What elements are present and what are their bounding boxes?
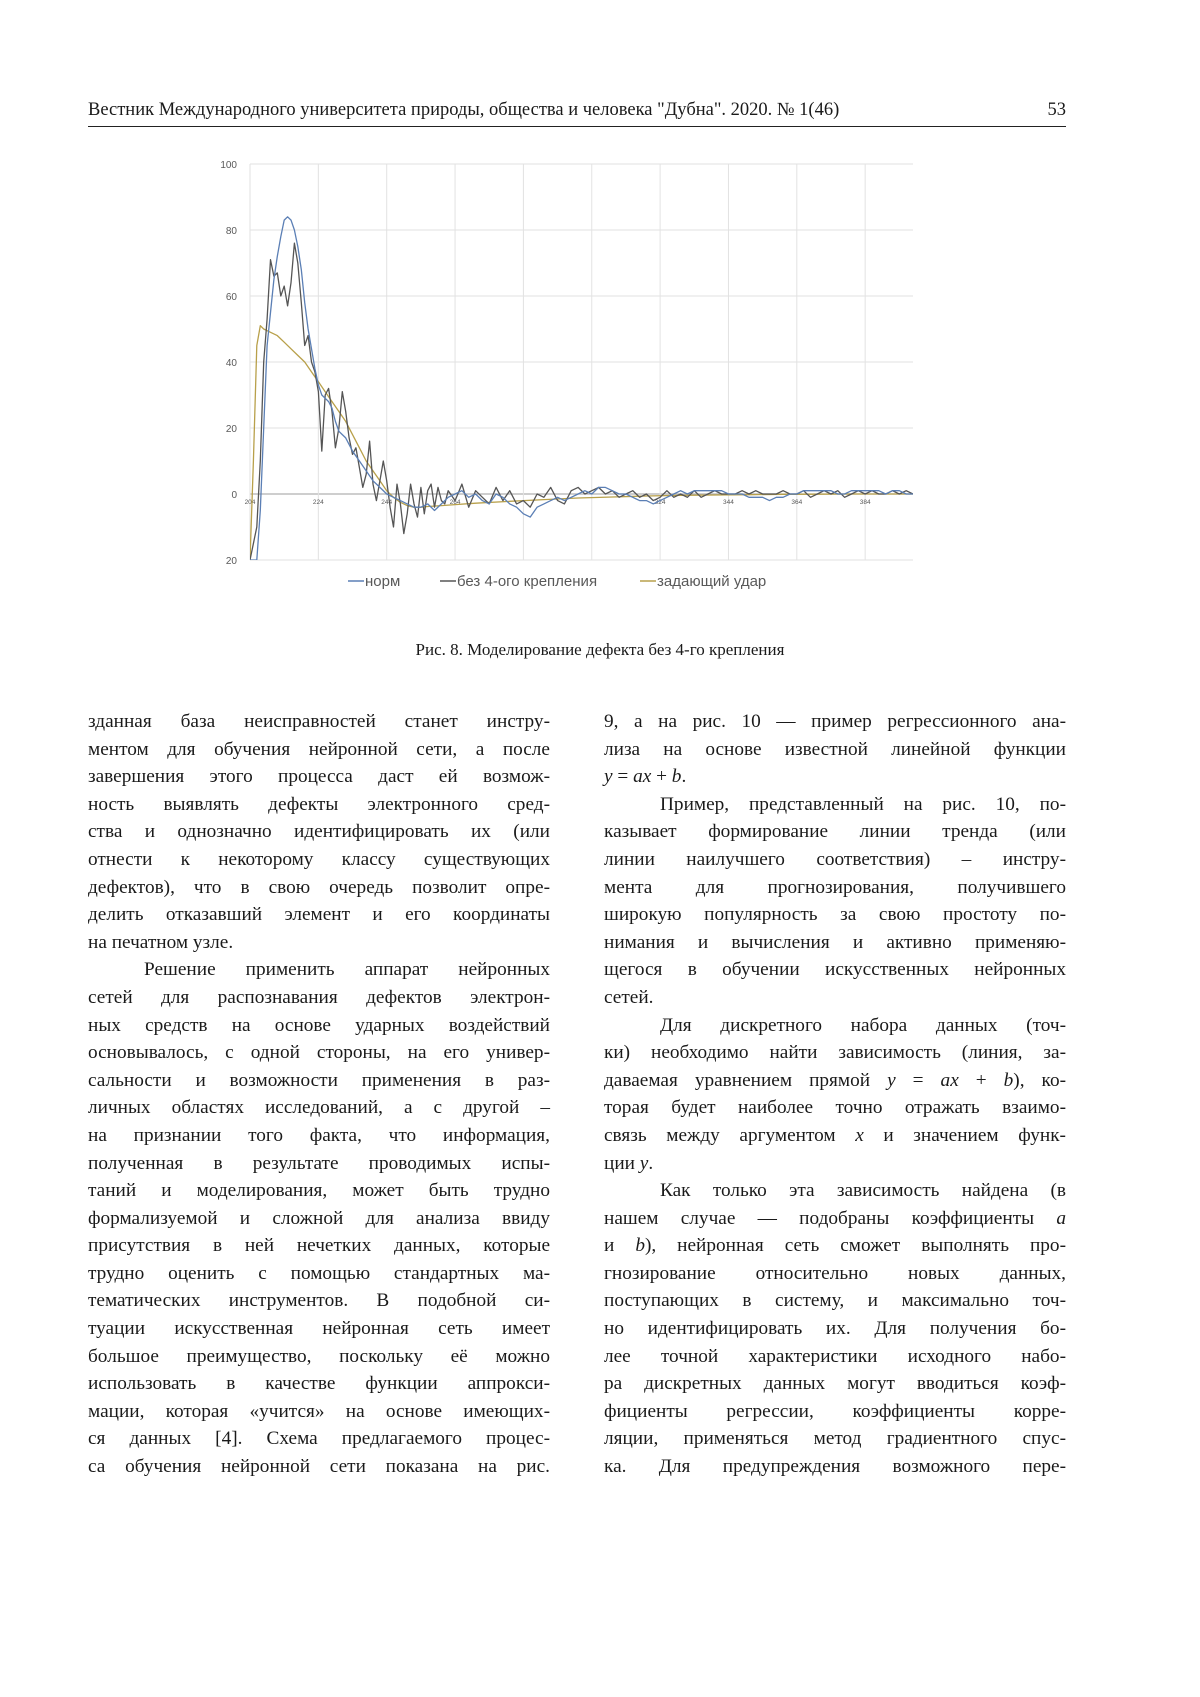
text-line: торая будет наиболее точно отражать взаимо- [604, 1097, 1066, 1119]
x-tick-label: 364 [791, 499, 803, 506]
text-line: гнозирование относительно новых данных, [604, 1262, 1066, 1284]
text-line: Пример, представленный на рис. 10, по- [660, 793, 1066, 815]
text-column-right [604, 708, 1066, 1481]
text-line: полученная в результате проводимых испы- [88, 1152, 550, 1174]
legend-item-no-4th-mount-label: без 4-ого крепления [457, 573, 598, 590]
y-axis-ticks [220, 160, 237, 567]
text-line: тематических инструментов. В подобной си- [88, 1290, 550, 1312]
chart-legend [348, 573, 766, 590]
text-line: основывалось, с одной стороны, на его универ- [88, 1042, 550, 1064]
text-line: мента для прогнозирования, получившего [604, 876, 1066, 898]
line-chart [220, 150, 940, 600]
text-line: дефектов), что в свою очередь позволит опре- [88, 876, 550, 898]
text-line: на печатном узле. [88, 931, 234, 953]
chart-grid [250, 164, 913, 560]
text-line: 9, а на рис. 10 — пример регрессионного ана- [604, 711, 1066, 732]
text-line: мации, которая «учится» на основе имеющих- [88, 1400, 550, 1422]
figure-caption: Рис. 8. Моделирование дефекта без 4-го крепления [415, 640, 785, 659]
figure-8 [220, 150, 940, 600]
x-tick-label: 264 [449, 499, 461, 506]
text-line: ность выявлять дефекты электронного сред- [88, 793, 550, 815]
journal-title: Вестник Международного университета природы, общества и человека "Дубна". 2020. № 1(46) [88, 100, 840, 120]
y-tick-label: 20 [225, 424, 237, 435]
text-line: Как только эта зависимость найдена (в [660, 1180, 1066, 1202]
text-line: ка. Для предупреждения возможного пере- [604, 1456, 1066, 1478]
text-line: ментом для обучения нейронной сети, а после [88, 738, 550, 760]
text-line: широкую популярность за свою простоту по- [604, 904, 1066, 926]
series-line-no-4th-mount [250, 243, 913, 560]
text-line: зданная база неисправностей станет инстру- [88, 711, 550, 732]
text-line: нашем случае — подобраны коэффициенты a [604, 1207, 1066, 1229]
text-line: но идентифицировать их. Для получения бо- [604, 1318, 1066, 1340]
x-tick-label: 324 [654, 499, 666, 506]
running-header [88, 98, 1066, 127]
text-line: делить отказавший элемент и его координаты [88, 904, 550, 926]
text-line: нимания и вычисления и активно применяю- [604, 931, 1066, 953]
x-tick-label: 244 [381, 499, 393, 506]
x-tick-label: 224 [312, 499, 324, 506]
text-line: Решение применить аппарат нейронных [144, 959, 550, 981]
text-line: отнести к некоторому классу существующих [88, 848, 550, 870]
text-line: y = ax + b. [604, 766, 687, 788]
text-line: трудно оценить с помощью стандартных ма- [88, 1262, 550, 1284]
x-tick-label: 344 [723, 499, 734, 506]
y-tick-label: 100 [220, 160, 237, 171]
legend-item-driving-impact-label: задающий удар [657, 573, 767, 590]
text-line: казывает формирование линии тренда (или [604, 821, 1066, 843]
y-tick-label: 20 [225, 556, 237, 567]
text-line: сетей для распознавания дефектов электрон- [88, 986, 550, 1008]
text-line: использовать в качестве функции аппрокси- [88, 1373, 550, 1395]
text-line: ся данных [4]. Схема предлагаемого процес- [88, 1428, 550, 1450]
legend-item-norm-label: норм [365, 573, 401, 590]
text-line: формализуемой и сложной для анализа ввиду [88, 1207, 550, 1229]
text-line: и b), нейронная сеть сможет выполнять про- [604, 1235, 1066, 1257]
page-number: 53 [1047, 100, 1066, 120]
text-line: связь между аргументом x и значением функ- [604, 1124, 1066, 1146]
text-line: фициенты регрессии, коэффициенты корре- [604, 1400, 1066, 1422]
text-line: поступающих в систему, и максимально точ- [604, 1290, 1066, 1312]
series-line-norm [250, 217, 913, 560]
text-line: присутствия в ней нечетких данных, которые [88, 1235, 550, 1257]
text-line: ра дискретных данных могут вводиться коэф- [604, 1373, 1066, 1395]
text-line: личных областях исследований, а с другой – [88, 1097, 550, 1119]
y-tick-label: 60 [225, 292, 237, 303]
text-line: линии наилучшего соответствия) – инстру- [604, 848, 1066, 870]
text-line: лее точной характеристики исходного набо- [604, 1345, 1066, 1367]
text-line: завершения этого процесса даст ей возмож- [88, 766, 550, 788]
text-line: са обучения нейронной сети показана на рис. [88, 1456, 550, 1478]
text-line: ляции, применяться метод градиентного спус- [604, 1428, 1066, 1450]
y-tick-label: 40 [225, 358, 237, 369]
text-line: даваемая уравнением прямой y = ax + b), ко- [604, 1069, 1067, 1091]
text-line: таний и моделирования, может быть трудно [88, 1180, 550, 1202]
y-tick-label: 0 [231, 490, 237, 501]
series-line-driving-impact [250, 326, 913, 560]
text-line: на признании того факта, что информация, [88, 1124, 550, 1146]
text-line: ства и однозначно идентифицировать их (или [88, 821, 550, 843]
text-line: сальности и возможности применения в раз- [88, 1069, 550, 1091]
text-line: щегося в обучении искусственных нейронных [604, 959, 1066, 981]
x-tick-label: 384 [859, 499, 871, 506]
text-line: туации искусственная нейронная сеть имеет [88, 1318, 550, 1340]
text-column-left [88, 708, 550, 1481]
text-line: ных средств на основе ударных воздействий [88, 1014, 550, 1036]
text-line: сетей. [604, 986, 654, 1008]
text-line: Для дискретного набора данных (точ- [660, 1014, 1066, 1036]
x-tick-label: 204 [244, 499, 256, 506]
text-line: большое преимущество, поскольку её можно [88, 1345, 550, 1367]
chart-series [250, 217, 913, 560]
y-tick-label: 80 [225, 226, 237, 237]
text-line: ки) необходимо найти зависимость (линия, за- [604, 1042, 1066, 1064]
text-line: лиза на основе известной линейной функции [604, 738, 1066, 760]
text-line: ции y. [604, 1152, 654, 1174]
